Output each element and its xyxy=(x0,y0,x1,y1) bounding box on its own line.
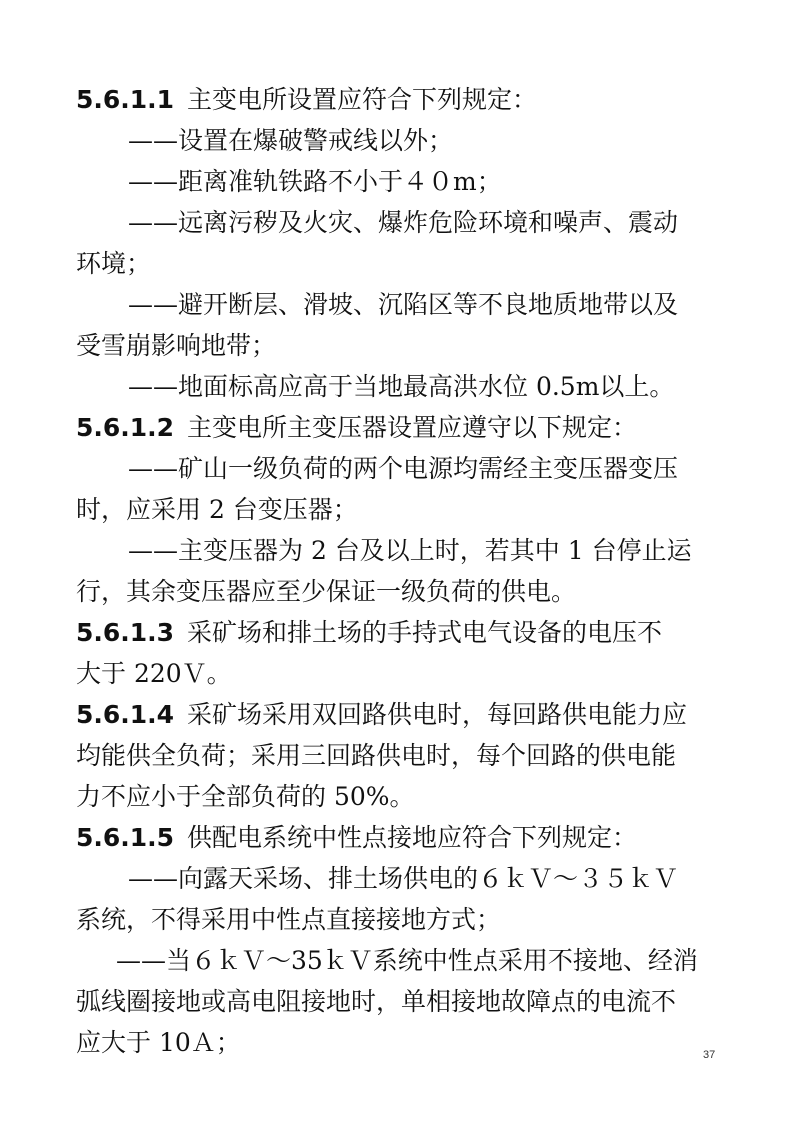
clause-number: 5.6.1.4 xyxy=(76,700,175,729)
clause-text: 采矿场采用双回路供电时，每回路供电能力应 xyxy=(187,700,688,729)
list-item: ——当６ｋＶ～35ｋＶ系统中性点采用不接地、经消 xyxy=(116,946,698,975)
list-item: ——矿山一级负荷的两个电源均需经主变压器变压 xyxy=(128,454,679,483)
clause-text-continuation: 大于 220Ｖ。 xyxy=(76,659,232,688)
clause-text: 采矿场和排土场的手持式电气设备的电压不 xyxy=(187,618,663,647)
clause-number: 5.6.1.5 xyxy=(76,823,175,852)
clause-5-6-1-4-heading xyxy=(76,699,687,731)
clause-5-6-1-1-heading xyxy=(76,84,537,116)
page-number: 37 xyxy=(703,1049,716,1061)
clause-number: 5.6.1.1 xyxy=(76,85,175,114)
clause-title: 主变电所主变压器设置应遵守以下规定： xyxy=(187,413,638,442)
clause-text-continuation: 均能供全负荷；采用三回路供电时，每个回路的供电能 xyxy=(76,741,677,770)
list-item-continuation: 系统，不得采用中性点直接接地方式； xyxy=(76,905,502,934)
clause-5-6-1-5-heading xyxy=(76,822,637,854)
clause-title: 主变电所设置应符合下列规定： xyxy=(187,85,538,114)
clause-5-6-1-2-heading xyxy=(76,412,637,444)
list-item: ——主变压器为 2 台及以上时，若其中 1 台停止运 xyxy=(128,536,692,565)
clause-number: 5.6.1.3 xyxy=(76,618,175,647)
clause-text-continuation: 力不应小于全部负荷的 50%。 xyxy=(76,782,415,811)
clause-5-6-1-3-heading xyxy=(76,617,662,649)
clause-number: 5.6.1.2 xyxy=(76,413,175,442)
clause-title: 供配电系统中性点接地应符合下列规定： xyxy=(187,823,638,852)
list-item-continuation: 受雪崩影响地带； xyxy=(76,331,277,360)
list-item-continuation: 行，其余变压器应至少保证一级负荷的供电。 xyxy=(76,577,577,606)
list-item-continuation: 应大于 10Ａ； xyxy=(76,1028,241,1057)
list-item-continuation: 环境； xyxy=(76,249,152,278)
list-item: ——向露天采场、排土场供电的６ｋＶ～３５ｋＶ xyxy=(128,864,679,893)
list-item: ——地面标高应高于当地最高洪水位 0.5m以上。 xyxy=(128,372,675,401)
list-item: ——避开断层、滑坡、沉陷区等不良地质地带以及 xyxy=(128,290,679,319)
list-item: ——距离准轨铁路不小于４０m； xyxy=(128,167,502,196)
list-item: ——设置在爆破警戒线以外； xyxy=(128,126,454,155)
list-item-continuation: 时，应采用 2 台变压器； xyxy=(76,495,358,524)
list-item-continuation: 弧线圈接地或高电阻接地时，单相接地故障点的电流不 xyxy=(76,987,677,1016)
list-item: ——远离污秽及火灾、爆炸危险环境和噪声、震动 xyxy=(128,208,679,237)
